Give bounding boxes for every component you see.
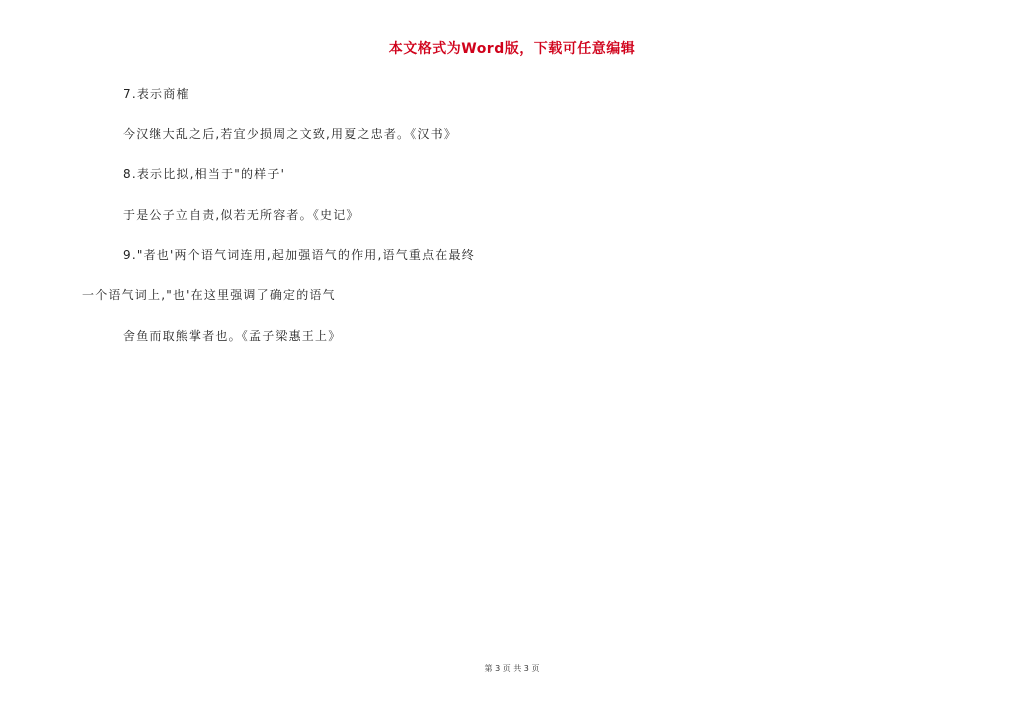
page-footer: 第 3 页 共 3 页 bbox=[484, 664, 540, 673]
text-line-9-example: 舍鱼而取熊掌者也。《孟子梁惠王上》 bbox=[123, 329, 342, 343]
text-line-8-heading: 8.表示比拟,相当于"的样子' bbox=[123, 167, 286, 181]
text-line-9-continuation: 一个语气词上,"也'在这里强调了确定的语气 bbox=[82, 288, 336, 302]
text-line-7-example: 今汉继大乱之后,若宜少损周之文致,用夏之忠者。《汉书》 bbox=[123, 127, 458, 141]
text-line-8-example: 于是公子立自责,似若无所容者。《史记》 bbox=[123, 208, 360, 222]
text-line-7-heading: 7.表示商榷 bbox=[123, 87, 190, 101]
document-banner: 本文格式为Word版，下载可任意编辑 bbox=[388, 41, 636, 57]
text-line-9-heading: 9."者也'两个语气词连用,起加强语气的作用,语气重点在最终 bbox=[123, 248, 475, 262]
